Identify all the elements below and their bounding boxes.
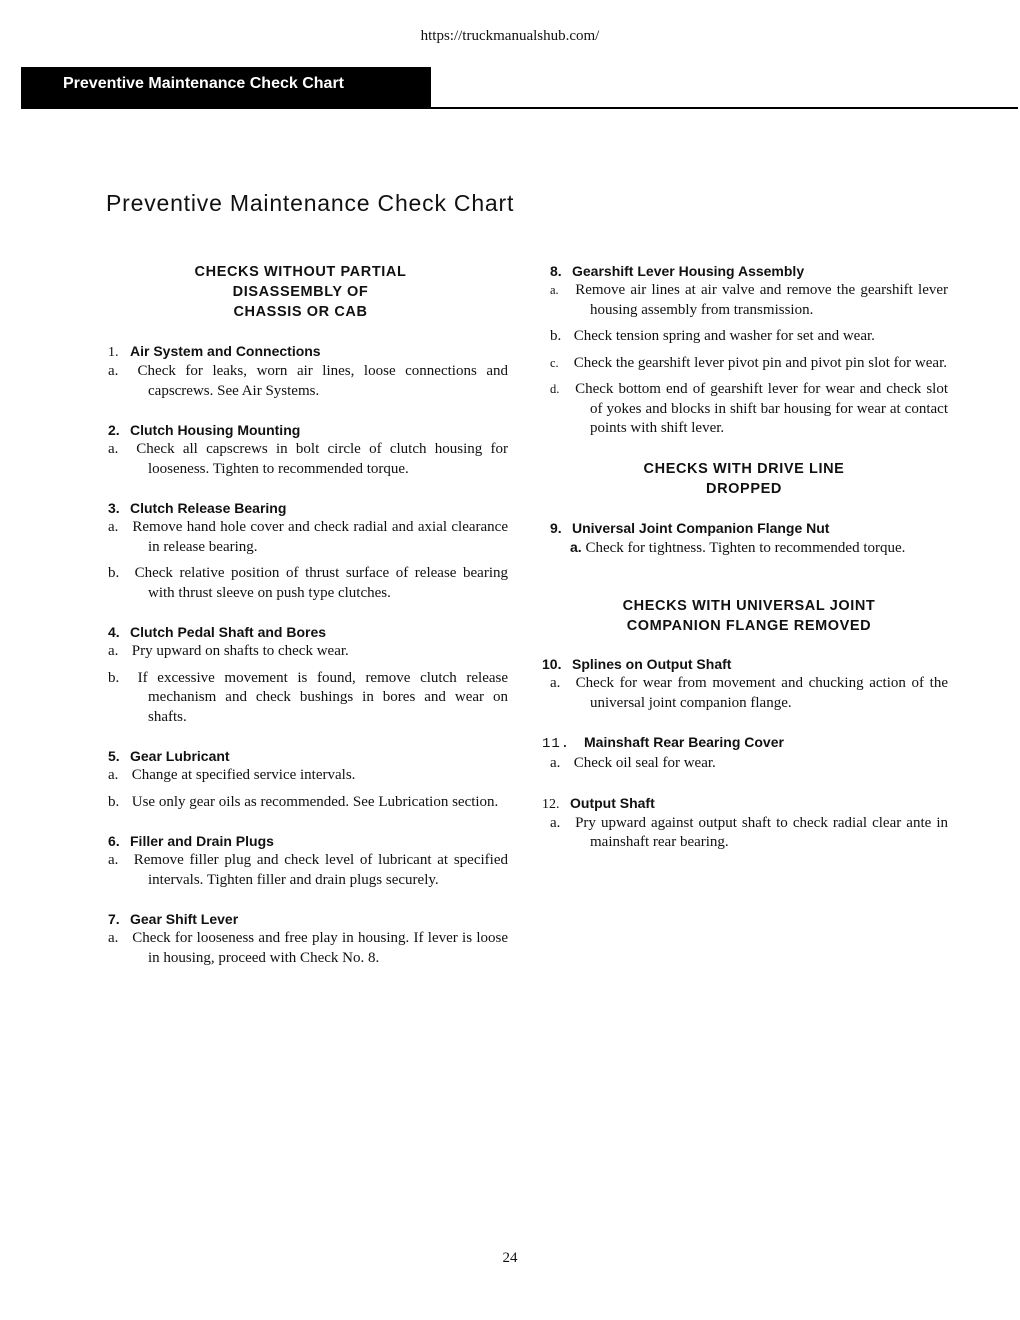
check-subitem: a. Check oil seal for wear. bbox=[550, 755, 716, 771]
check-subitem: b. Check relative position of thrust surface of release bearing with thrust sleeve on push type clutches. bbox=[108, 565, 509, 601]
check-item-6 bbox=[108, 832, 508, 890]
check-subitem: c. Check the gearshift lever pivot pin and pivot pin slot for wear. bbox=[550, 354, 947, 371]
check-subitem: a. Check for tightness. Tighten to recommended torque. bbox=[570, 538, 906, 556]
check-item-8 bbox=[550, 262, 948, 439]
check-subitem: a. Pry upward against output shaft to check radial clear ante in mainshaft rear bearing. bbox=[550, 814, 948, 850]
check-item-11 bbox=[542, 733, 948, 774]
source-url: https://truckmanualshub.com/ bbox=[420, 28, 600, 44]
check-item-heading: 9. Universal Joint Companion Flange Nut bbox=[550, 519, 830, 536]
section-heading-flange-removed: CHECKS WITH UNIVERSAL JOINT COMPANION FLANGE REMOVED bbox=[622, 598, 876, 634]
check-item-heading: 10. Splines on Output Shaft bbox=[542, 656, 732, 672]
check-item-heading: 1. Air System and Connections bbox=[108, 343, 321, 360]
check-item-3 bbox=[108, 499, 508, 603]
check-item-10 bbox=[542, 655, 948, 713]
check-subitem: a. Check for looseness and free play in housing. If lever is loose in housing, proceed with Check No. 8. bbox=[108, 930, 508, 966]
check-subitem: a. Check for wear from movement and chucking action of the universal joint companion flange. bbox=[550, 675, 949, 711]
check-item-heading: 2. Clutch Housing Mounting bbox=[108, 422, 301, 438]
check-subitem: a. Change at specified service intervals. bbox=[108, 767, 356, 783]
page-title: Preventive Maintenance Check Chart bbox=[106, 190, 515, 216]
check-item-heading: 5. Gear Lubricant bbox=[108, 748, 230, 764]
check-item-heading: 4. Clutch Pedal Shaft and Bores bbox=[108, 624, 327, 640]
check-subitem: a. Check all capscrews in bolt circle of clutch housing for looseness. Tighten to recommended torque. bbox=[108, 441, 508, 477]
section-heading-drive-line-dropped: CHECKS WITH DRIVE LINE DROPPED bbox=[643, 460, 845, 497]
check-subitem: b. Use only gear oils as recommended. See Lubrication section. bbox=[108, 793, 499, 810]
right-column bbox=[540, 262, 948, 853]
check-subitem: a. Remove filler plug and check level of lubricant at specified intervals. Tighten filler and drain plugs securely. bbox=[108, 852, 508, 888]
page-number: 24 bbox=[502, 1250, 518, 1266]
check-subitem: a. Remove hand hole cover and check radial and axial clearance in release bearing. bbox=[108, 519, 508, 555]
check-subitem: d. Check bottom end of gearshift lever for wear and check slot of yokes and blocks in shift bar housing for wear at contact points with shift lever. bbox=[550, 381, 948, 436]
check-item-heading: 12. Output Shaft bbox=[542, 794, 655, 812]
check-item-heading: 6. Filler and Drain Plugs bbox=[108, 833, 274, 849]
check-item-heading: 7. Gear Shift Lever bbox=[108, 911, 239, 927]
check-item-heading: 3. Clutch Release Bearing bbox=[108, 500, 287, 516]
check-subitem: a. Pry upward on shafts to check wear. bbox=[108, 643, 349, 659]
check-item-7 bbox=[108, 910, 508, 968]
check-item-12 bbox=[542, 794, 948, 853]
check-item-1 bbox=[108, 342, 508, 401]
section-heading-no-disassembly: CHECKS WITHOUT PARTIAL DISASSEMBLY OF CHASSIS OR CAB bbox=[194, 264, 407, 320]
check-subitem: b. If excessive movement is found, remove clutch release mechanism and check bushings in bores and wear on shafts. bbox=[108, 669, 508, 725]
check-item-5 bbox=[108, 747, 508, 812]
check-item-2 bbox=[108, 421, 508, 479]
check-subitem: a. Check for leaks, worn air lines, loose connections and capscrews. See Air Systems. bbox=[108, 363, 508, 399]
left-column bbox=[108, 262, 508, 968]
check-subitem: b. Check tension spring and washer for set and wear. bbox=[550, 328, 875, 344]
check-item-heading: 8. Gearshift Lever Housing Assembly bbox=[550, 263, 805, 279]
check-item-4 bbox=[108, 623, 508, 727]
header-rule bbox=[21, 107, 1018, 109]
check-item-9 bbox=[550, 519, 948, 559]
check-subitem: a. Remove air lines at air valve and remove the gearshift lever housing assembly from transmission. bbox=[550, 282, 949, 318]
check-item-heading: 11. Mainshaft Rear Bearing Cover bbox=[542, 734, 784, 752]
header-banner: Preventive Maintenance Check Chart bbox=[21, 67, 431, 109]
